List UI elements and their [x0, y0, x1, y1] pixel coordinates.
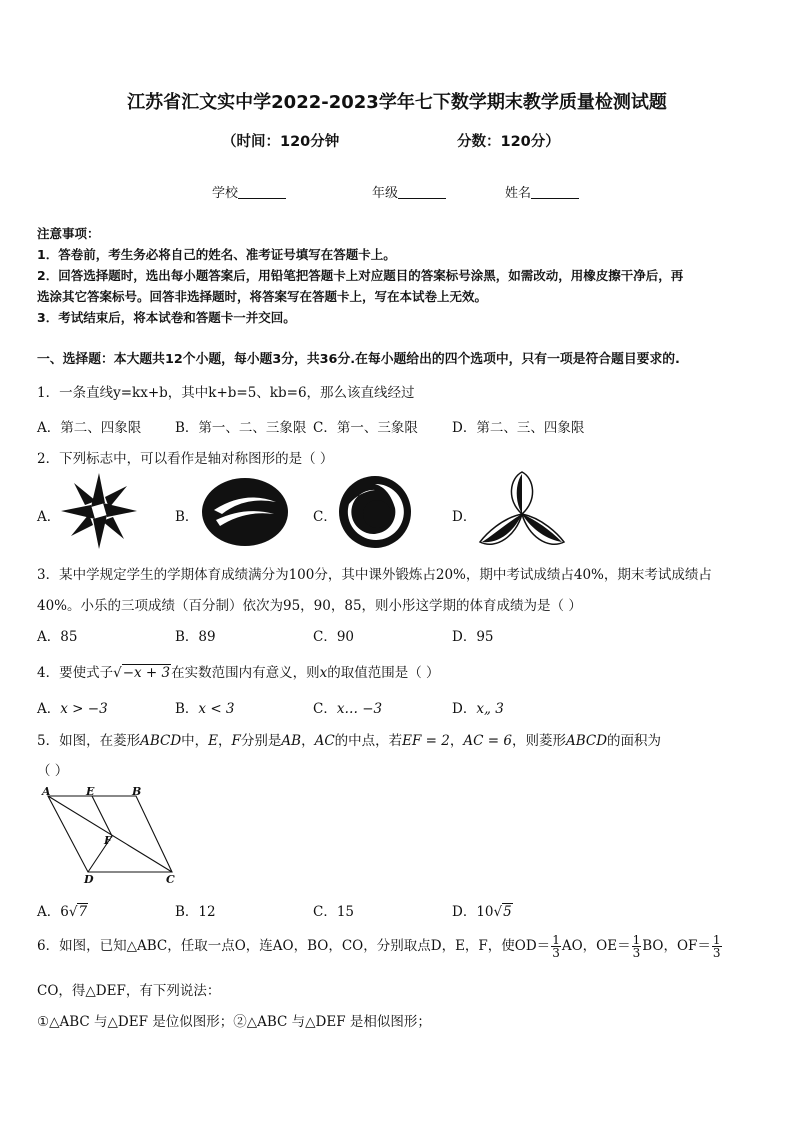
q3-option-a[interactable]: A．85	[37, 629, 78, 645]
q6-fraction-1	[551, 934, 561, 959]
school-field	[212, 182, 286, 201]
q6-stem-line-1	[37, 934, 723, 959]
q5-text-2: 中，	[181, 733, 209, 749]
q1-option-a[interactable]: A．第二、四象限	[37, 420, 142, 436]
q5-option-a[interactable]	[37, 900, 88, 920]
q5-comma-1: ，	[218, 733, 232, 749]
grade-blank[interactable]	[398, 185, 446, 199]
notice-line-2: 2．回答选择题时，选出每小题答案后，用铅笔把答题卡上对应题目的答案标号涂黑，如需改动，用橡皮擦干净后，再	[37, 268, 684, 283]
q2-option-c[interactable]: C．	[313, 509, 337, 525]
q5-option-a-coef: 6	[60, 904, 69, 920]
label-e: E	[86, 785, 95, 798]
q4-option-b-expr: x < 3	[198, 701, 235, 717]
notice-line-3: 选涂其它答案标号。回答非选择题时，将答案写在答题卡上，写在本试卷上无效。	[37, 289, 488, 304]
q5-text-5: ，则菱形	[511, 733, 566, 749]
q4-option-d-expr: x„ 3	[476, 701, 504, 717]
q2-option-a[interactable]: A．	[37, 509, 61, 525]
q4-option-a-expr: x > −3	[60, 701, 108, 717]
q6-frac-1-num: 1	[552, 933, 560, 947]
q6-stem-line-2: CO，得△DEF，有下列说法：	[37, 983, 221, 999]
q4-stem-mid: 在实数范围内有意义，则	[171, 665, 320, 681]
name-label: 姓名	[505, 186, 532, 201]
q5-sqrt-sign-a: √	[68, 904, 78, 920]
q6-fraction-2	[632, 934, 642, 959]
grade-label: 年级	[372, 186, 399, 201]
q5-ab: AB	[281, 733, 302, 749]
q4-option-d-label: D．	[452, 701, 477, 717]
label-d: D	[84, 873, 94, 886]
logo-b-ellipse-icon	[200, 476, 290, 548]
segment-ef	[92, 796, 112, 836]
q3-option-c[interactable]: C．90	[313, 629, 355, 645]
q5-ac-eq: AC = 6	[463, 733, 512, 749]
school-label: 学校	[212, 186, 239, 201]
q3-option-b[interactable]: B．89	[175, 629, 216, 645]
q1-stem: 1．一条直线y=kx+b，其中k+b=5、kb=6，那么该直线经过	[37, 385, 415, 401]
logo-d-trefoil-icon	[476, 470, 568, 554]
name-field	[505, 182, 579, 201]
q1-option-c[interactable]: C．第一、三象限	[313, 420, 418, 436]
q5-option-d-label: D．	[452, 904, 477, 920]
label-f: F	[104, 834, 112, 847]
q4-option-c-expr: x… −3	[336, 701, 383, 717]
q6-frac-3-den: 3	[712, 946, 721, 960]
notice-heading: 注意事项：	[37, 226, 100, 241]
q5-e: E	[208, 733, 219, 749]
q5-paren: （ ）	[37, 763, 69, 779]
logo-c-swirl-icon	[337, 474, 413, 550]
q1-option-b[interactable]: B．第一、二、三象限	[175, 420, 307, 436]
q5-ef-eq: EF = 2	[402, 733, 450, 749]
q4-option-b[interactable]	[175, 697, 235, 717]
q5-text-1: 5．如图，在菱形	[37, 733, 141, 749]
label-c: C	[166, 873, 175, 886]
section-heading: 一、选择题：本大题共12个小题，每小题3分，共36分.在每小题给出的四个选项中，只有一项是符合题目要求的.	[37, 352, 680, 367]
q6-frac-2-num: 1	[632, 933, 641, 947]
q3-stem-line-1: 3．某中学规定学生的学期体育成绩满分为100分，其中课外锻炼占20%，期中考试成绩占40%，期末考试成绩占	[37, 567, 712, 583]
q5-stem	[37, 729, 661, 749]
q6-frac-2-den: 3	[632, 946, 641, 960]
q5-abcd-2: ABCD	[565, 733, 608, 749]
q4-option-c-label: C．	[313, 701, 337, 717]
q5-rhombus-figure	[40, 786, 190, 886]
q4-radicand: −x + 3	[122, 665, 171, 681]
q4-option-b-label: B．	[175, 701, 199, 717]
q6-frac-3-num: 1	[712, 933, 721, 947]
q5-text-4: 的中点，若	[334, 733, 403, 749]
q5-option-d[interactable]	[452, 900, 513, 920]
label-b: B	[132, 785, 142, 798]
q4-stem	[37, 661, 440, 681]
q4-stem-post: 的取值范围是（ ）	[327, 665, 440, 681]
school-blank[interactable]	[238, 185, 286, 199]
notice-line-4: 3．考试结束后，将本试卷和答题卡一并交回。	[37, 310, 296, 325]
exam-score: 分数：120分）	[457, 134, 560, 150]
q5-comma-3: ，	[449, 733, 464, 749]
q4-sqrt-sign: √	[113, 665, 122, 681]
page-title: 江苏省汇文实中学2022-2023学年七下数学期末教学质量检测试题	[127, 92, 667, 113]
q5-option-c[interactable]: C．15	[313, 904, 355, 920]
q5-option-d-coef: 10	[476, 904, 494, 920]
q5-option-b[interactable]: B．12	[175, 904, 216, 920]
exam-time: （时间：120分钟	[222, 134, 340, 150]
q4-var: x	[319, 665, 328, 681]
q3-stem-line-2: 40%。小乐的三项成绩（百分制）依次为95，90，85，则小彤这学期的体育成绩为是（ ）	[37, 598, 582, 614]
q5-comma-2: ，	[301, 733, 315, 749]
q4-option-a[interactable]	[37, 697, 108, 717]
grade-field	[372, 182, 446, 201]
label-a: A	[42, 785, 51, 798]
q5-ac: AC	[314, 733, 335, 749]
q5-f: F	[231, 733, 241, 749]
q5-text-3: 分别是	[240, 733, 282, 749]
q2-stem: 2．下列标志中，可以看作是轴对称图形的是（ ）	[37, 451, 334, 467]
q4-option-a-label: A．	[37, 701, 61, 717]
q2-option-b[interactable]: B．	[175, 509, 199, 525]
q2-option-d[interactable]: D．	[452, 509, 477, 525]
q4-stem-pre: 4．要使式子	[37, 665, 114, 681]
q5-sqrt-sign-d: √	[493, 904, 503, 920]
q6-stem-line-3: ①△ABC 与△DEF 是位似图形；②△ABC 与△DEF 是相似图形；	[37, 1014, 431, 1030]
q6-text-2: AO，OE＝	[561, 938, 631, 954]
q5-text-6: 的面积为	[607, 733, 662, 749]
q3-option-d[interactable]: D．95	[452, 629, 494, 645]
q6-frac-1-den: 3	[552, 946, 560, 960]
logo-a-pinwheel-icon	[58, 470, 140, 552]
q6-fraction-3	[712, 934, 722, 959]
notice-line-1: 1．答卷前，考生务必将自己的姓名、准考证号填写在答题卡上。	[37, 247, 396, 262]
q5-option-a-rad: 7	[78, 904, 88, 920]
q1-option-d[interactable]: D．第二、三、四象限	[452, 420, 585, 436]
q4-option-d[interactable]	[452, 697, 504, 717]
q5-abcd: ABCD	[140, 733, 182, 749]
name-blank[interactable]	[531, 185, 579, 199]
q6-text-3: BO，OF＝	[642, 938, 711, 954]
q5-option-d-rad: 5	[503, 904, 512, 920]
q6-text-1: 6．如图，已知△ABC，任取一点O，连AO，BO，CO，分别取点D，E，F，使OD＝	[37, 938, 551, 954]
q5-option-a-label: A．	[37, 904, 61, 920]
q4-option-c[interactable]	[313, 697, 382, 717]
